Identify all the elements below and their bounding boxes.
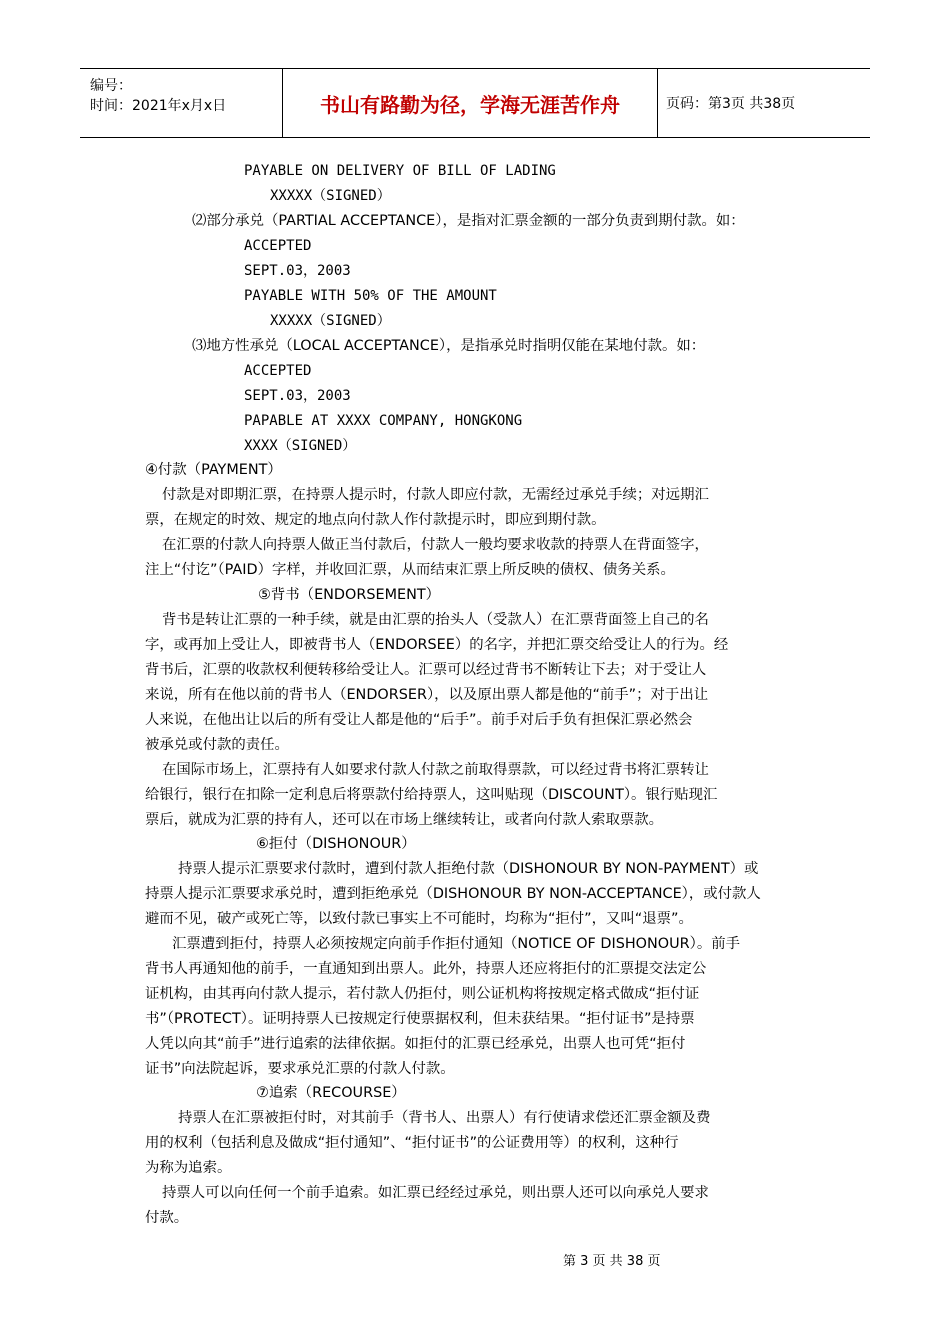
- text-line: PAYABLE ON DELIVERY OF BILL OF LADING: [244, 163, 556, 179]
- text-line: 字，或再加上受让人，即被背书人（ENDORSEE）的名字，并把汇票交给受让人的行为。经: [145, 637, 729, 653]
- text-line: 来说，所有在他以前的背书人（ENDORSER），以及原出票人都是他的“前手”；对于出让: [145, 687, 709, 703]
- text-line: 持票人提示汇票要求承兑时，遭到拒绝承兑（DISHONOUR BY NON-ACCEPTANCE），或付款人: [145, 886, 761, 902]
- text-line: 票后，就成为汇票的持有人，还可以在市场上继续转让，或者向付款人索取票款。: [145, 812, 664, 828]
- text-line: PAPABLE AT XXXX COMPANY, HONGKONG: [244, 413, 523, 429]
- text-line: 证书”向法院起诉，要求承兑汇票的付款人付款。: [145, 1061, 455, 1077]
- text-line: 人来说，在他出让以后的所有受让人都是他的“后手”。前手对后手负有担保汇票必然会: [145, 712, 693, 728]
- text-line: ACCEPTED: [244, 363, 312, 379]
- text-line: SEPT.03，2003: [244, 388, 351, 404]
- text-line: 人凭以向其“前手”进行追索的法律依据。如拒付的汇票已经承兑，出票人也可凭“拒付: [145, 1036, 686, 1052]
- text-line: ⑤背书（ENDORSEMENT）: [258, 587, 441, 603]
- text-line: 汇票遭到拒付，持票人必须按规定向前手作拒付通知（NOTICE OF DISHONOUR）。前手: [172, 936, 740, 952]
- text-line: 给银行，银行在扣除一定利息后将票款付给持票人，这叫贴现（DISCOUNT）。银行贴现汇: [145, 787, 718, 803]
- number-label: 编号：: [90, 78, 132, 94]
- text-line: 票，在规定的时效、规定的地点向付款人作付款提示时，即应到期付款。: [145, 512, 606, 528]
- header-page-number: 页码：第3页 共38页: [666, 96, 796, 112]
- text-line: 背书是转让汇票的一种手续，就是由汇票的抬头人（受款人）在汇票背面签上自己的名: [162, 612, 709, 628]
- text-line: ⑶地方性承兑（LOCAL ACCEPTANCE），是指承兑时指明仅能在某地付款。如：: [192, 338, 706, 354]
- text-line: 持票人在汇票被拒付时，对其前手（背书人、出票人）有行使请求偿还汇票金额及费: [178, 1110, 711, 1126]
- text-line: 避而不见，破产或死亡等，以致付款已事实上不可能时，均称为“拒付”，又叫“退票”。: [145, 911, 693, 927]
- text-line: ⑥拒付（DISHONOUR）: [256, 836, 416, 852]
- page-header: [80, 68, 870, 138]
- text-line: 背书后，汇票的收款权利便转移给受让人。汇票可以经过背书不断转让下去；对于受让人: [145, 662, 707, 678]
- text-line: ACCEPTED: [244, 238, 312, 254]
- text-line: 付款是对即期汇票，在持票人提示时，付款人即应付款，无需经过承兑手续；对远期汇: [162, 487, 709, 503]
- text-line: 为称为追索。: [145, 1160, 232, 1176]
- header-motto: 书山有路勤为径，学海无涯苦作舟: [283, 69, 658, 137]
- text-line: ⑵部分承兑（PARTIAL ACCEPTANCE），是指对汇票金额的一部分负责到期付款。如：: [192, 213, 745, 229]
- text-line: 付款。: [145, 1210, 189, 1226]
- text-line: 用的权利（包括利息及做成“拒付通知”、“拒付证书”的公证费用等）的权利，这种行: [145, 1135, 679, 1151]
- header-meta: [80, 69, 283, 137]
- text-line: PAYABLE WITH 50% OF THE AMOUNT: [244, 288, 497, 304]
- text-line: XXXXX（SIGNED）: [270, 188, 391, 204]
- date-label: 时间：2021年x月x日: [90, 98, 227, 114]
- text-line: XXXXX（SIGNED）: [270, 313, 391, 329]
- text-line: 背书人再通知他的前手，一直通知到出票人。此外，持票人还应将拒付的汇票提交法定公: [145, 961, 707, 977]
- text-line: 被承兑或付款的责任。: [145, 737, 289, 753]
- text-line: 证机构，由其再向付款人提示，若付款人仍拒付，则公证机构将按规定格式做成“拒付证: [145, 986, 700, 1002]
- text-line: ④付款（PAYMENT）: [145, 462, 282, 478]
- text-line: ⑦追索（RECOURSE）: [256, 1085, 406, 1101]
- text-line: 持票人可以向任何一个前手追索。如汇票已经经过承兑，则出票人还可以向承兑人要求: [162, 1185, 709, 1201]
- text-line: 在汇票的付款人向持票人做正当付款后，付款人一般均要求收款的持票人在背面签字，: [162, 537, 709, 553]
- footer-page-number: 第 3 页 共 38 页: [563, 1254, 661, 1269]
- text-line: 书”（PROTECT）。证明持票人已按规定行使票据权利，但未获结果。“拒付证书”是持票: [145, 1011, 695, 1027]
- text-line: 注上“付讫”（PAID）字样，并收回汇票，从而结束汇票上所反映的债权、债务关系。: [145, 562, 675, 578]
- text-line: 在国际市场上，汇票持有人如要求付款人付款之前取得票款，可以经过背书将汇票转让: [162, 762, 709, 778]
- text-line: XXXX（SIGNED）: [244, 438, 357, 454]
- text-line: 持票人提示汇票要求付款时，遭到付款人拒绝付款（DISHONOUR BY NON-PAYMENT）或: [178, 861, 759, 877]
- text-line: SEPT.03，2003: [244, 263, 351, 279]
